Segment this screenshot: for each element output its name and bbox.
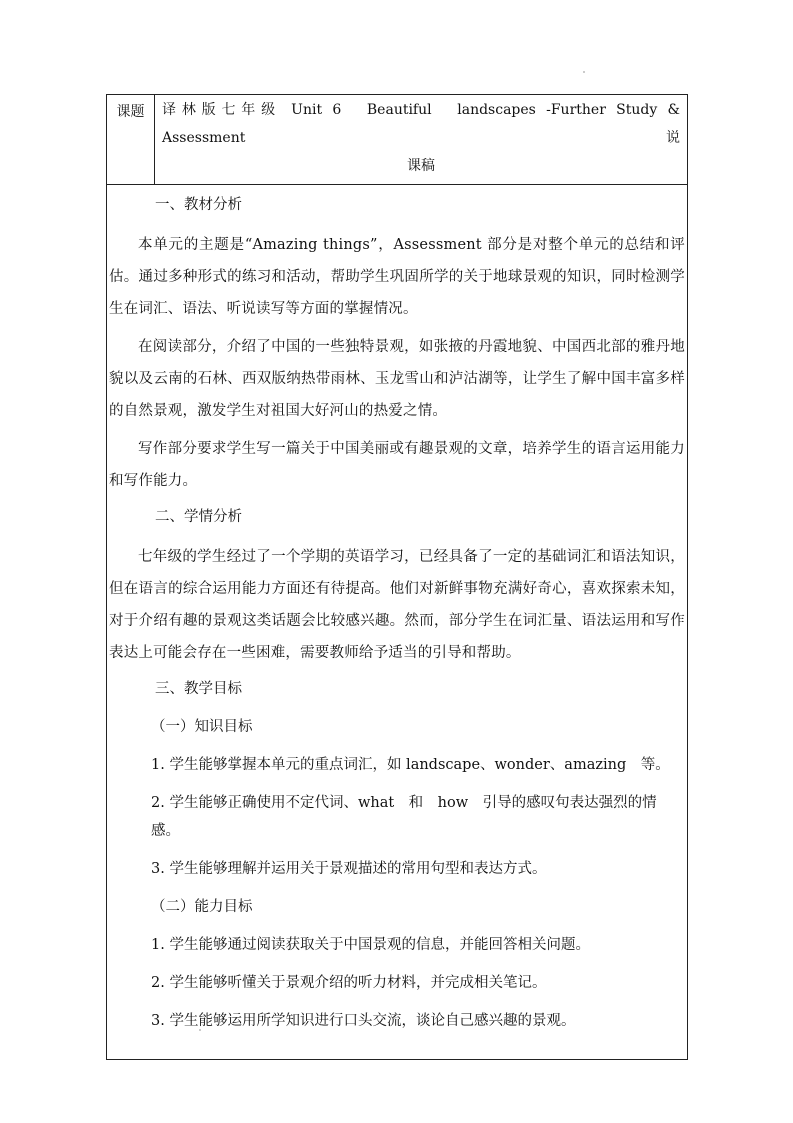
subheading-ability-objectives: （二）能力目标 (151, 899, 253, 915)
content-row (107, 185, 688, 1060)
lesson-table (106, 94, 688, 1060)
section-heading-teaching-objectives: 三、教学目标 (155, 681, 242, 697)
topic-title-line-1: 译林版七年级 Unit 6 Beautiful landscapes -Further Study & Assessment 说 (162, 102, 680, 146)
paragraph-reading-section: 在阅读部分，介绍了中国的一些独特景观，如张掖的丹霞地貌、中国西北部的雅丹地貌以及云南的石林、西双版纳热带雨林、玉龙雪山和泸沽湖等，让学生了解中国丰富多样的自然景观，激发学生对祖国大好河山的热爱之情。 (109, 339, 685, 419)
title-row (107, 95, 688, 185)
scan-speck (199, 1029, 201, 1031)
list-item-ability-2: 2. 学生能够听懂关于景观介绍的听力材料，并完成相关笔记。 (151, 975, 547, 991)
scan-speck (583, 71, 585, 73)
topic-label: 课题 (107, 95, 155, 185)
paragraph-student-analysis: 七年级的学生经过了一个学期的英语学习，已经具备了一定的基础词汇和语法知识，但在语言的综合运用能力方面还有待提高。他们对新鲜事物充满好奇心，喜欢探索未知，对于介绍有趣的景观这类话题会比较感兴趣。然而，部分学生在词汇量、语法运用和写作表达上可能会存在一些困难，需要教师给予适当的引导和帮助。 (109, 549, 685, 661)
topic-title (155, 95, 688, 185)
list-item-ability-3: 3. 学生能够运用所学知识进行口头交流，谈论自己感兴趣的景观。 (151, 1013, 576, 1029)
list-item-knowledge-1: 1. 学生能够掌握本单元的重点词汇，如 landscape、wonder、amazing 等。 (151, 757, 670, 773)
list-item-ability-1: 1. 学生能够通过阅读获取关于中国景观的信息，并能回答相关问题。 (151, 937, 590, 953)
content-cell (107, 185, 688, 1060)
section-heading-student-analysis: 二、学情分析 (155, 509, 242, 525)
paragraph-writing-section: 写作部分要求学生写一篇关于中国美丽或有趣景观的文章，培养学生的语言运用能力和写作能力。 (109, 441, 685, 489)
topic-title-line-2: 课稿 (407, 158, 435, 174)
list-item-knowledge-2: 2. 学生能够正确使用不定代词、what 和 how 引导的感叹句表达强烈的情感。 (151, 795, 657, 839)
section-heading-textbook-analysis: 一、教材分析 (155, 197, 242, 213)
list-item-knowledge-3: 3. 学生能够理解并运用关于景观描述的常用句型和表达方式。 (151, 861, 547, 877)
paragraph-unit-theme: 本单元的主题是“Amazing things”，Assessment 部分是对整个单元的总结和评估。通过多种形式的练习和活动，帮助学生巩固所学的关于地球景观的知识，同时检测学生在词汇、语法、听说读写等方面的掌握情况。 (109, 237, 685, 317)
subheading-knowledge-objectives: （一）知识目标 (151, 719, 253, 735)
